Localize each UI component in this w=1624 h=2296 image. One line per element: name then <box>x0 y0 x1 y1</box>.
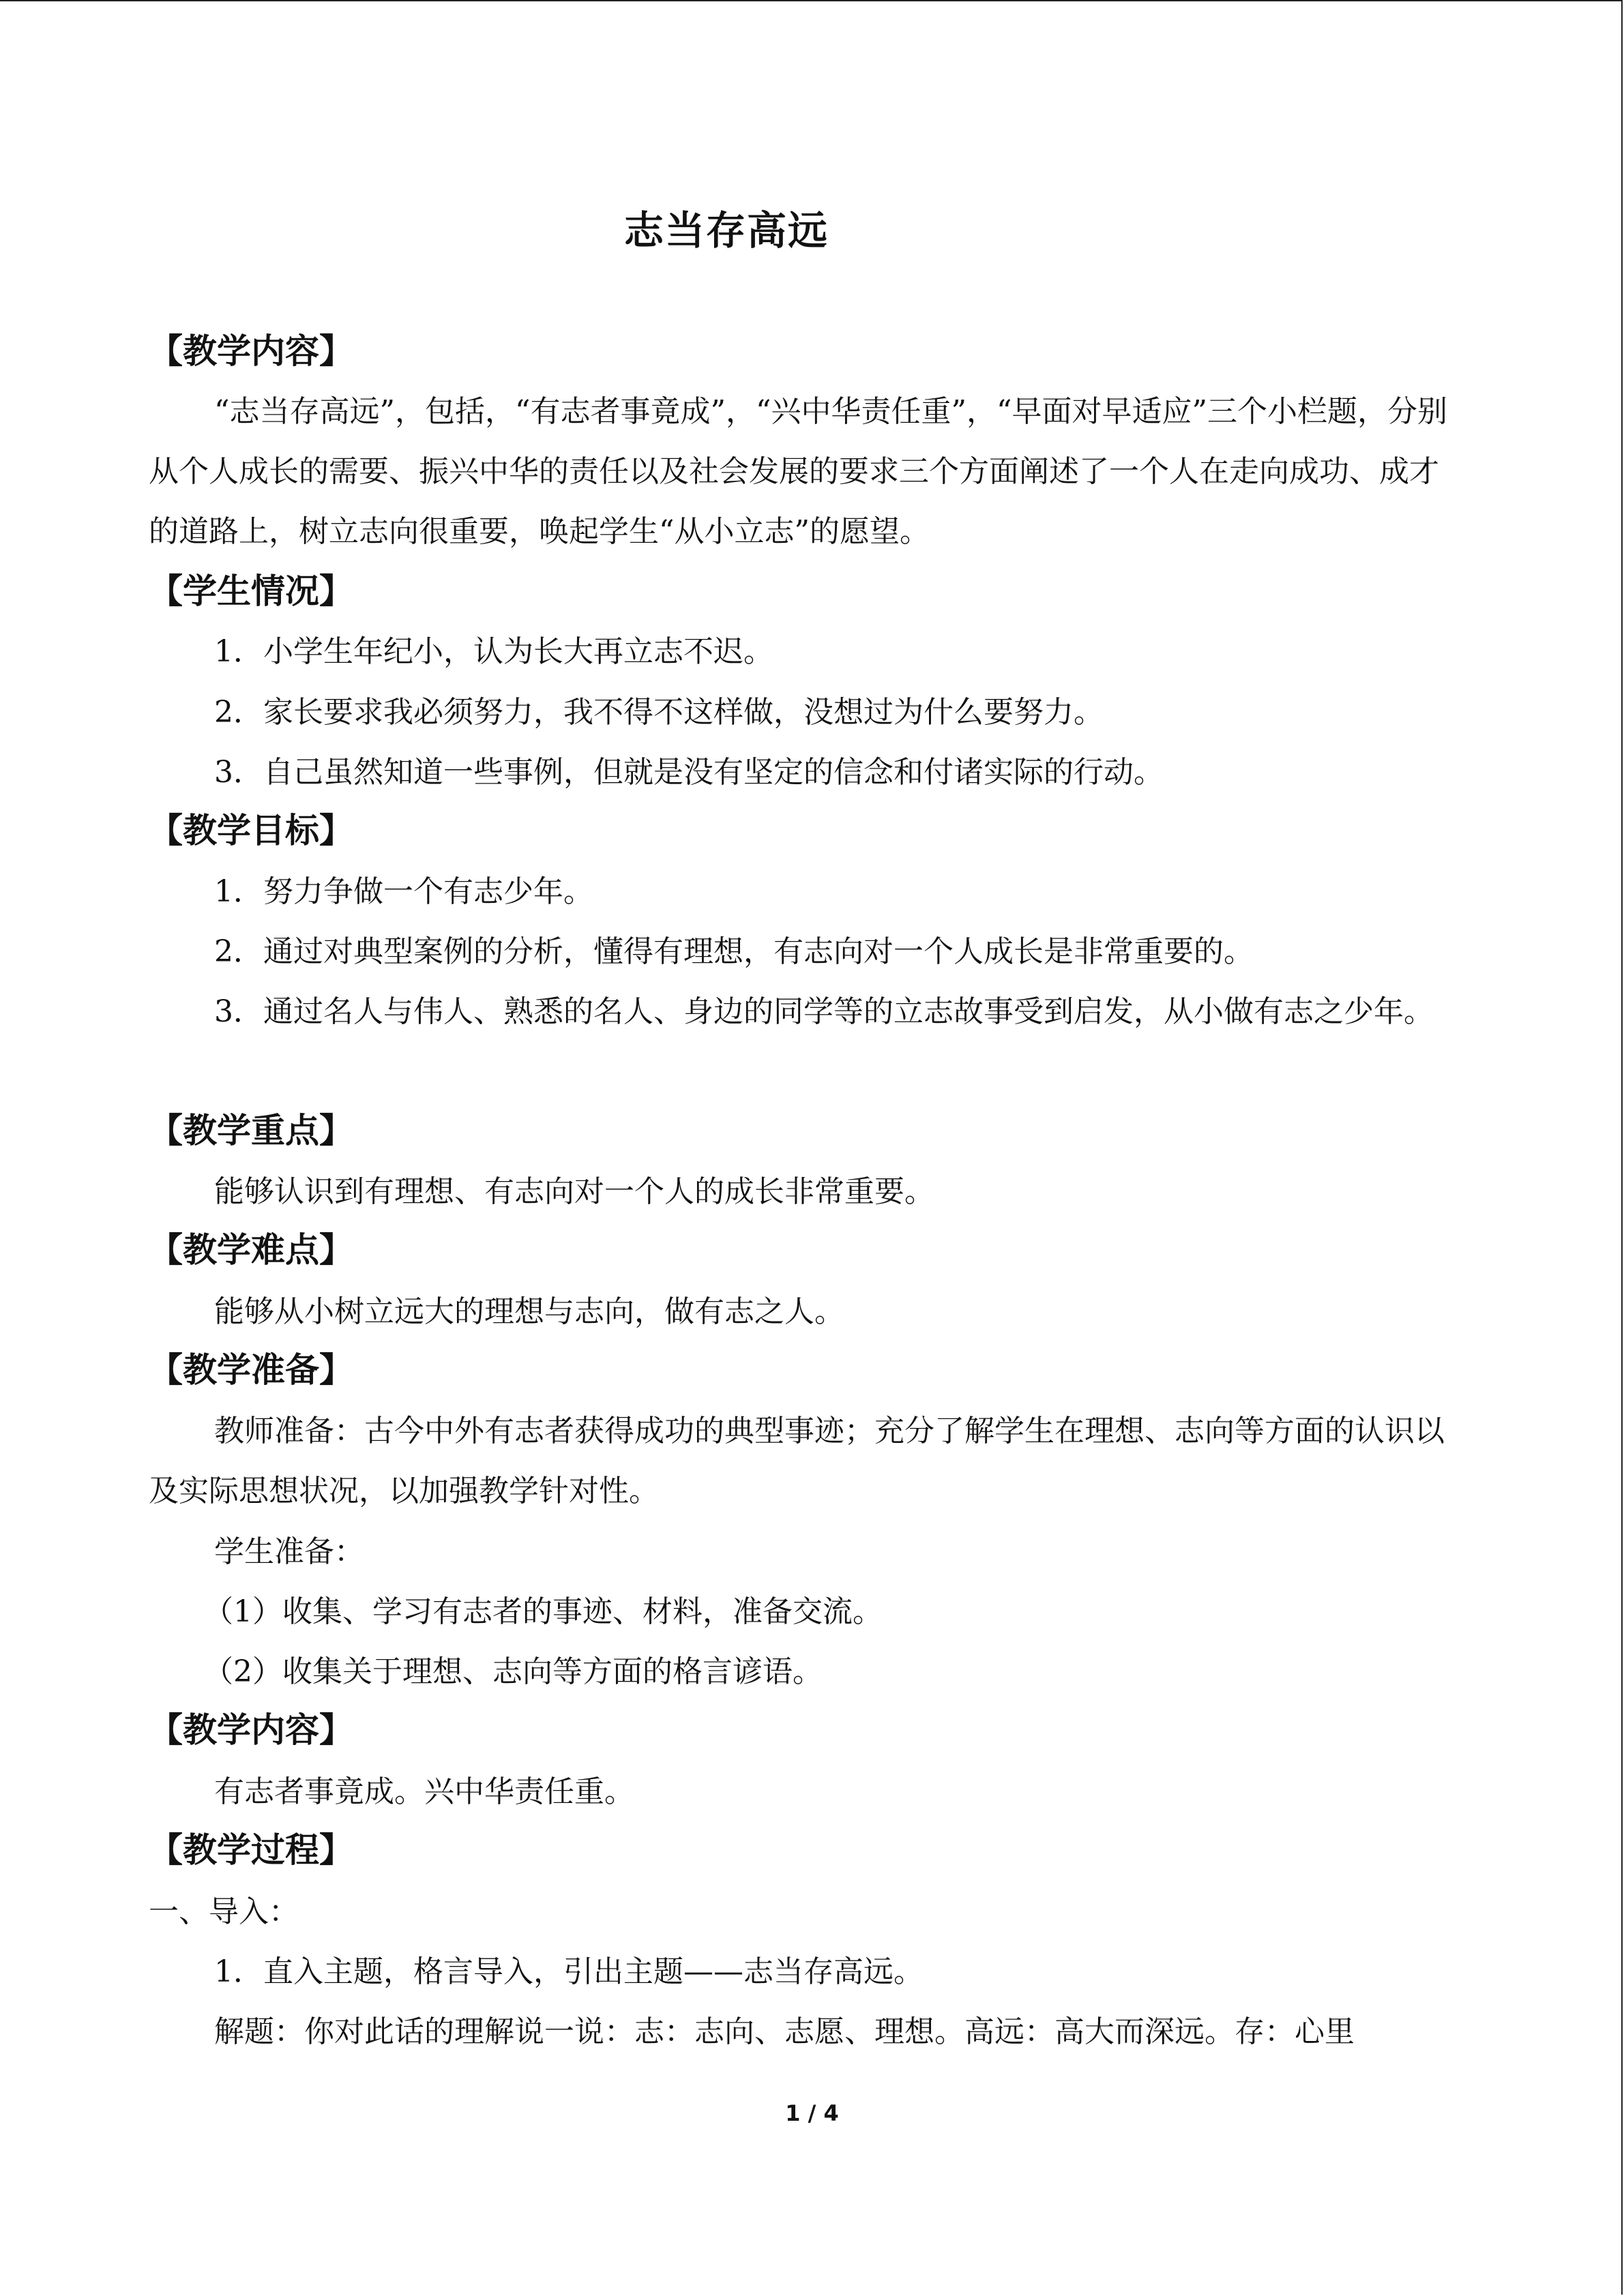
page-number: 1 / 4 <box>785 2100 839 2126</box>
process-step-1-item: 1．直入主题，格言导入，引出主题——志当存高远。 <box>214 1954 924 1989</box>
difficulty-text: 能够从小树立远大的理想与志向，做有志之人。 <box>214 1294 844 1329</box>
prep-student-label: 学生准备： <box>214 1534 364 1569</box>
document-title: 志当存高远 <box>623 207 829 254</box>
prep-teacher: 教师准备：古今中外有志者获得成功的典型事迹；充分了解学生在理想、志向等方面的认识以及实际思想状况，以加强教学针对性。 <box>149 1414 1445 1508</box>
content2-text: 有志者事竟成。兴中华责任重。 <box>214 1774 634 1809</box>
process-step-1: 一、导入： <box>149 1894 299 1929</box>
section-heading-students: 【学生情况】 <box>149 571 353 611</box>
section-heading-process: 【教学过程】 <box>149 1830 353 1870</box>
prep-student-item-1: （1）收集、学习有志者的事迹、材料，准备交流。 <box>203 1594 883 1629</box>
section-heading-key: 【教学重点】 <box>149 1111 353 1150</box>
section-heading-goals: 【教学目标】 <box>149 811 353 850</box>
key-text: 能够认识到有理想、有志向对一个人的成长非常重要。 <box>214 1174 934 1209</box>
section-heading-prep: 【教学准备】 <box>149 1350 353 1390</box>
section-heading-content: 【教学内容】 <box>149 331 353 371</box>
goals-item-2: 2．通过对典型案例的分析，懂得有理想，有志向对一个人成长是非常重要的。 <box>214 934 1254 969</box>
section-heading-difficulty: 【教学难点】 <box>149 1230 353 1270</box>
section-heading-content-2: 【教学内容】 <box>149 1710 353 1750</box>
content-paragraph: “志当存高远”，包括，“有志者事竟成”，“兴中华责任重”，“早面对早适应”三个小栏题，分别从个人成长的需要、振兴中华的责任以及社会发展的要求三个方面阐述了一个人在走向成功、成才的道路上，树立志向很重要，唤起学生“从小立志”的愿望。 <box>149 394 1447 549</box>
goals-item-3: 3．通过名人与伟人、熟悉的名人、身边的同学等的立志故事受到启发，从小做有志之少年。 <box>214 994 1434 1029</box>
students-item-3: 3．自己虽然知道一些事例，但就是没有坚定的信念和付诸实际的行动。 <box>214 755 1164 790</box>
students-item-2: 2．家长要求我必须努力，我不得不这样做，没想过为什么要努力。 <box>214 695 1104 730</box>
students-item-1: 1．小学生年纪小，认为长大再立志不迟。 <box>214 634 773 669</box>
process-explain: 解题：你对此话的理解说一说：志：志向、志愿、理想。高远：高大而深远。存：心里 <box>214 2014 1355 2049</box>
goals-item-1: 1．努力争做一个有志少年。 <box>214 874 593 909</box>
prep-student-item-2: （2）收集关于理想、志向等方面的格言谚语。 <box>203 1654 823 1689</box>
